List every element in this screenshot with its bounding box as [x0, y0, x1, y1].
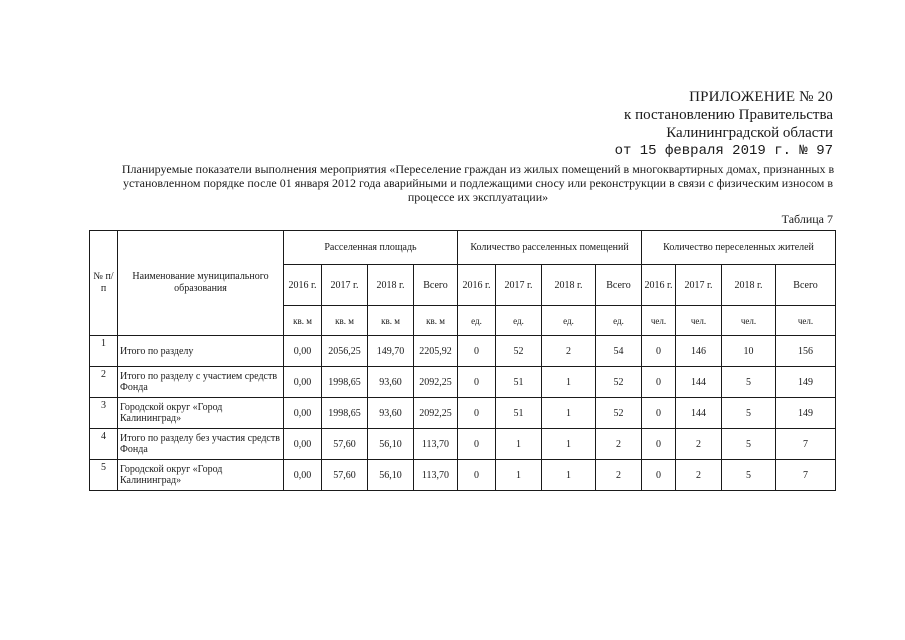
cell: 0,00 [284, 367, 322, 398]
cell: 0 [642, 336, 676, 367]
cell: 146 [676, 336, 722, 367]
header-group-premises: Количество расселенных помещений [458, 231, 642, 265]
header-unit: чел. [676, 306, 722, 336]
cell: 7 [776, 460, 836, 491]
cell: 1 [542, 398, 596, 429]
header-year: Всего [596, 265, 642, 306]
header-year: Всего [414, 265, 458, 306]
cell: 57,60 [322, 460, 368, 491]
cell: 2 [596, 460, 642, 491]
row-number: 3 [90, 398, 118, 429]
indicators-table [89, 230, 836, 491]
cell: 5 [722, 398, 776, 429]
row-name: Итого по разделу без участия средств Фонда [118, 429, 284, 460]
row-name: Итого по разделу [118, 336, 284, 367]
header-group-residents: Количество переселенных жителей [642, 231, 836, 265]
cell: 0 [458, 429, 496, 460]
cell: 0,00 [284, 398, 322, 429]
cell: 149 [776, 398, 836, 429]
header-unit: кв. м [322, 306, 368, 336]
row-number: 5 [90, 460, 118, 491]
row-number: 2 [90, 367, 118, 398]
header-year: Всего [776, 265, 836, 306]
header-unit: ед. [542, 306, 596, 336]
cell: 2 [542, 336, 596, 367]
header-year: 2016 г. [458, 265, 496, 306]
cell: 0 [458, 336, 496, 367]
header-unit: ед. [458, 306, 496, 336]
cell: 0,00 [284, 460, 322, 491]
cell: 1 [496, 429, 542, 460]
header-unit: ед. [596, 306, 642, 336]
header-unit: чел. [776, 306, 836, 336]
appendix-block [615, 88, 833, 160]
cell: 0 [642, 429, 676, 460]
cell: 93,60 [368, 398, 414, 429]
cell: 0 [642, 367, 676, 398]
cell: 52 [496, 336, 542, 367]
row-number: 1 [90, 336, 118, 367]
cell: 56,10 [368, 429, 414, 460]
table-row [90, 460, 836, 491]
header-unit: кв. м [284, 306, 322, 336]
header-year: 2017 г. [496, 265, 542, 306]
header-year: 2016 г. [284, 265, 322, 306]
header-unit: чел. [642, 306, 676, 336]
cell: 0 [458, 398, 496, 429]
cell: 113,70 [414, 429, 458, 460]
cell: 144 [676, 398, 722, 429]
cell: 156 [776, 336, 836, 367]
cell: 10 [722, 336, 776, 367]
cell: 113,70 [414, 460, 458, 491]
cell: 57,60 [322, 429, 368, 460]
cell: 0 [458, 367, 496, 398]
header-group-area: Расселенная площадь [284, 231, 458, 265]
cell: 5 [722, 367, 776, 398]
cell: 54 [596, 336, 642, 367]
header-name: Наименование муниципального образования [118, 231, 284, 336]
cell: 93,60 [368, 367, 414, 398]
cell: 2205,92 [414, 336, 458, 367]
row-name: Городской округ «Город Калининград» [118, 398, 284, 429]
cell: 1998,65 [322, 367, 368, 398]
header-unit: чел. [722, 306, 776, 336]
table-row [90, 367, 836, 398]
row-number: 4 [90, 429, 118, 460]
appendix-line-1: к постановлению Правительства [624, 107, 833, 123]
header-number: № п/п [90, 231, 118, 336]
cell: 0 [458, 460, 496, 491]
table-row [90, 336, 836, 367]
cell: 1998,65 [322, 398, 368, 429]
cell: 149,70 [368, 336, 414, 367]
cell: 5 [722, 460, 776, 491]
cell: 52 [596, 367, 642, 398]
row-name: Городской округ «Город Калининград» [118, 460, 284, 491]
cell: 52 [596, 398, 642, 429]
cell: 51 [496, 398, 542, 429]
cell: 7 [776, 429, 836, 460]
header-year: 2017 г. [322, 265, 368, 306]
row-name: Итого по разделу с участием средств Фонда [118, 367, 284, 398]
cell: 0 [642, 460, 676, 491]
cell: 2056,25 [322, 336, 368, 367]
header-year: 2017 г. [676, 265, 722, 306]
cell: 0,00 [284, 429, 322, 460]
header-unit: кв. м [368, 306, 414, 336]
cell: 2092,25 [414, 398, 458, 429]
header-year: 2018 г. [722, 265, 776, 306]
cell: 1 [496, 460, 542, 491]
cell: 2 [676, 429, 722, 460]
table-row [90, 429, 836, 460]
header-year: 2018 г. [542, 265, 596, 306]
cell: 0 [642, 398, 676, 429]
document-heading: Планируемые показатели выполнения мероприятия «Переселение граждан из жилых помещений в многоквартирных домах, признанных в установленном порядке после 01 января 2012 года аварийными и подлежащими сносу или реконструкции в связи с физическим износом в процессе их эксплуатации» [121, 162, 835, 204]
cell: 149 [776, 367, 836, 398]
appendix-title: ПРИЛОЖЕНИЕ № 20 [689, 89, 833, 105]
cell: 2 [596, 429, 642, 460]
cell: 1 [542, 429, 596, 460]
cell: 2 [676, 460, 722, 491]
appendix-line-2: Калининградской области [666, 125, 833, 141]
header-unit: ед. [496, 306, 542, 336]
cell: 56,10 [368, 460, 414, 491]
header-year: 2018 г. [368, 265, 414, 306]
cell: 1 [542, 460, 596, 491]
cell: 144 [676, 367, 722, 398]
cell: 2092,25 [414, 367, 458, 398]
header-unit: кв. м [414, 306, 458, 336]
cell: 0,00 [284, 336, 322, 367]
cell: 5 [722, 429, 776, 460]
table-row [90, 398, 836, 429]
cell: 1 [542, 367, 596, 398]
header-year: 2016 г. [642, 265, 676, 306]
cell: 51 [496, 367, 542, 398]
table-label: Таблица 7 [781, 212, 833, 226]
appendix-date: от 15 февраля 2019 г. № 97 [614, 143, 833, 159]
